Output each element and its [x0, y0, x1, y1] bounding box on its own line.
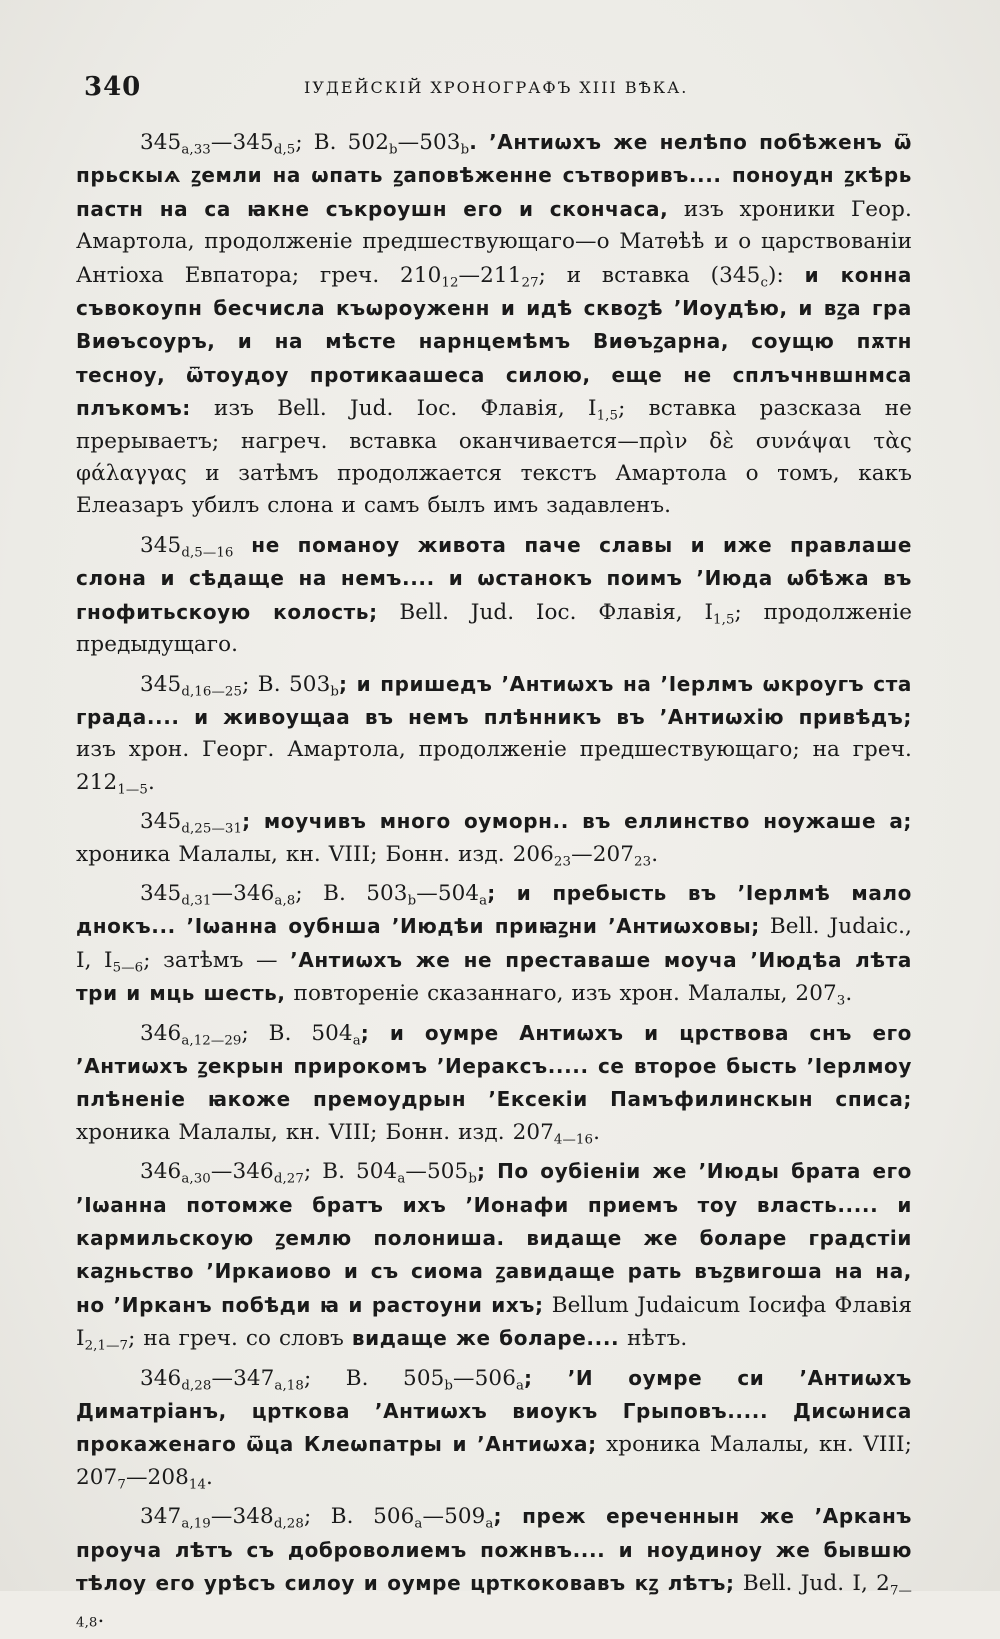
slavonic-quote: . ’Антиѡхъ же нелѣпо побѣженъ ѿ прьскыѧ ꙁемли на ѡпать ꙁаповѣженне сътворивъ.... поноудн ꙁкѣрь пастн на са ꙗкне съкроушн его и скончаса, — [76, 130, 912, 221]
slavonic-quote: и конна съвокоупн бесчисла къѡроуженн и идѣ сквоꙁѣ ’Иоудѣю, и вꙁа гра Виѳъсоуръ, и на мѣсте нарнцемѣмъ Виѳъꙁарна, соущю пѫтн тесноу, ѿтоудоу протикаашеса силою, еще не сплъчнвшнмса плъкомъ: — [76, 262, 912, 421]
slavonic-quote: видаще же боларе.... — [351, 1326, 620, 1351]
page-number: 340 — [84, 72, 142, 102]
paragraph-7: $346_{a,30}—346_{d,27}$; B. $504_a—505_b$; По оубіеніи же ’Июды брата его ’Іѡанна потомже братъ ихъ ’Ионафи приемъ тоу власть..... и кармильскоую ꙁемлю полониша. видаще же боларе градстіи каꙁньство ’Иркаиово и съ сиома ꙁавидаще рать въꙁвигоша на на, но ’Ирканъ побѣди ꙗ и растоуни ихъ; Bellum Judaicum Іосифа Флавія $I_{2,1—7}$; на греч. со словъ видаще же боларе.... нѣтъ. — [76, 1159, 912, 1354]
commentary: повтореніе сказаннаго, изъ хрон. Малалы, 207 — [285, 981, 837, 1007]
commentary: Bell. Jud. Іос. Флавія, I — [377, 599, 714, 625]
commentary: изъ Bell. Jud. Іос. Флавія, I — [190, 396, 597, 422]
paragraph-1: $345_{a,33}—345_{d,5}$; B. $502_b—503_b$. ’Антиѡхъ же нелѣпо побѣженъ ѿ прьскыѧ ꙁемли на ѡпать ꙁаповѣженне сътворивъ.... поноудн ꙁкѣрь пастн на са ꙗкне съкроушн его и скончаса, изъ хроники Геор. Амартола, продолженіе предшествующаго—о Матѳѣѣ и о царствованіи Антіоха Евпатора; греч. $210_{12}—211_{27}$; и вставка $(345_c)$: и конна съвокоупн бесчисла къѡроуженн и идѣ сквоꙁѣ ’Иоудѣю, и вꙁа гра Виѳъсоуръ, и на мѣсте нарнцемѣмъ Виѳъꙁарна, соущю пѫтн тесноу, ѿтоудоу протикаашеса силою, еще не сплъчнвшнмса плъкомъ: изъ Bell. Jud. Іос. Флавія, $I_{1,5}$; вставка разсказа не прерываетъ; нагреч. вставка оканчивается—πρὶν δὲ συνάψαι τὰς φάλαγγας и затѣмъ продолжается текстъ Амартола о томъ, какъ Елеазаръ убилъ слона и самъ былъ имъ задавленъ. — [76, 130, 912, 519]
commentary: хроника Малалы, кн. VIII; 207 — [76, 1432, 912, 1490]
commentary: Bell. Jud. I, 2 — [734, 1571, 890, 1597]
commentary: ; вставка разсказа не прерываетъ; нагреч. вставка оканчивается—πρὶν δὲ συνάψαι τὰς φάλαγγας и затѣмъ продолжается текстъ Амартола о томъ, какъ Елеазаръ убилъ слона и самъ былъ имъ задавленъ. — [76, 396, 912, 519]
slavonic-quote: ; и пребысть въ ’Іерлмѣ мало днокъ... ’Іѡанна оубнша ’Июдѣи приꙗꙁни ’Антиѡховы; — [76, 880, 912, 939]
slavonic-quote: ; моучивъ много оуморн.. въ еллинство ноужаше а; — [242, 809, 912, 834]
ref: $346_{a,12—29}$ — [140, 1020, 242, 1049]
slavonic-quote: ; и пришедъ ’Антиѡхъ на ’Іерлмъ ѡкроугъ ста града.... и живоущаа въ немъ плѣнникъ въ ’Антиѡхію привѣдъ; — [76, 671, 912, 729]
slavonic-quote: ; ’И оумре си ’Антиѡхъ Диматріанъ, црткова ’Антиѡхъ виоукъ Грыповъ..... Дисѡниса прокаженаго ѿца Клеѡпатры и ’Антиѡха; — [76, 1365, 912, 1457]
paragraph-8: $346_{d,28}—347_{a,18}$; B. $505_b—506_a$; ’И оумре си ’Антиѡхъ Диматріанъ, црткова ’Антиѡхъ виоукъ Грыповъ..... Дисѡниса прокаженаго ѿца Клеѡпатры и ’Антиѡха; хроника Малалы, кн. VIII; $207_7—208_{14}$. — [76, 1365, 912, 1493]
paragraph-6: $346_{a,12—29}$; B. $504_a$; и оумре Антиѡхъ и црствова снъ его ’Антиѡхъ ꙁекрын прирокомъ ’Иераксъ..... се второе бысть ’Іерлмоу плѣненіе ꙗкоже премоудрын ’Ексекіи Памъфилинскын списа; хроника Малалы, кн. VIII; Бонн. изд. $207_{4—16}$. — [76, 1020, 912, 1148]
ref: $346_{a,30}—346_{d,27}$ — [140, 1159, 304, 1187]
running-title: ІУДЕЙСКІЙ ХРОНОГРАФЪ XIII ВѢКА. — [304, 78, 689, 97]
b-ref: ; B. $505_b—506_a$ — [303, 1365, 525, 1394]
b-ref: ; B. $504_a—505_b$ — [303, 1159, 477, 1187]
commentary: нѣтъ. — [619, 1326, 688, 1352]
commentary: изъ хрон. Георг. Амартола, продолженіе предшествующаго; на греч. 212 — [76, 737, 912, 795]
b-ref: ; B. $503_b—504_a$ — [295, 880, 488, 909]
ref: $347_{a,19}—348_{d,28}$ — [140, 1504, 304, 1532]
commentary: изъ хроники Геор. Амартола, продолженіе предшествующаго—о Матѳѣѣ и о царствованіи Антіоха Евпатора; греч. 210 — [76, 196, 912, 288]
ref: $346_{d,28}—347_{a,18}$ — [140, 1365, 304, 1394]
ref: $345_{a,33}—345_{d,5}$ — [140, 130, 296, 158]
slavonic-quote: ’Антиѡхъ же не преставаше моуча ’Июдѣа лѣта три и мць шесть, — [76, 947, 912, 1006]
slavonic-quote: ; По оубіеніи же ’Июды брата его ’Іѡанна потомже братъ ихъ ’Ионафи приемъ тоу власть..... и кармильскоую ꙁемлю полониша. видаще же боларе градстіи каꙁньство ’Иркаиово и съ сиома ꙁавидаще рать въꙁвигоша на на, но ’Ирканъ побѣди ꙗ и растоуни ихъ; — [76, 1159, 912, 1317]
paragraph-4: $345_{d,25—31}$; моучивъ много оуморн.. въ еллинство ноужаше а; хроника Малалы, кн. VIII; Бонн. изд. $206_{23}—207_{23}$. — [76, 809, 912, 870]
page-header — [84, 72, 918, 112]
commentary: Bellum Judaicum Іосифа Флавія I — [76, 1292, 912, 1352]
ref: $345_{d,16—25}$ — [140, 671, 243, 700]
commentary: Bell. Judaic., I, I — [76, 914, 912, 973]
text-body — [76, 126, 912, 1639]
paragraph-3: $345_{d,16—25}$; B. $503_b$; и пришедъ ’Антиѡхъ на ’Іерлмъ ѡкроугъ ста града.... и живоущаа въ немъ плѣнникъ въ ’Антиѡхію привѣдъ; изъ хрон. Георг. Амартола, продолженіе предшествующаго; на греч. $212_{1—5}$. — [76, 671, 912, 798]
commentary: хроника Малалы, кн. VIII; Бонн. изд. 207 — [76, 1119, 554, 1145]
ref: $345_{d,5—16}$ — [140, 532, 234, 561]
b-ref: ; B. $502_b—503_b$ — [295, 130, 470, 158]
b-ref: ; B. $504_a$ — [241, 1020, 361, 1049]
paragraph-5: $345_{d,31}—346_{a,8}$; B. $503_b—504_a$; и пребысть въ ’Іерлмѣ мало днокъ... ’Іѡанна оубнша ’Июдѣи приꙗꙁни ’Антиѡховы; Bell. Judaic., I, $I_{5—6}$; затѣмъ — ’Антиѡхъ же не преставаше моуча ’Июдѣа лѣта три и мць шесть, повтореніе сказаннаго, изъ хрон. Малалы, $207_3$. — [76, 880, 912, 1009]
slavonic-quote: ; и оумре Антиѡхъ и црствова снъ его ’Антиѡхъ ꙁекрын прирокомъ ’Иераксъ..... се второе бысть ’Іерлмоу плѣненіе ꙗкоже премоудрын ’Ексекіи Памъфилинскын списа; — [76, 1020, 912, 1112]
slavonic-quote: ; преж ереченнын же ’Арканъ проуча лѣтъ съ доброволиемъ пожнвъ.... и ноудиноу же бывшю тѣлоу его урѣсъ силоу и оумре црткоковавъ кꙁ лѣтъ; — [76, 1504, 913, 1596]
ref: $345_{d,31}—346_{a,8}$ — [140, 880, 296, 909]
ref: $345_{d,25—31}$ — [140, 809, 243, 837]
b-ref: ; B. $506_a—509_a$ — [303, 1504, 494, 1532]
paragraph-9: $347_{a,19}—348_{d,28}$; B. $506_a—509_a$; преж ереченнын же ’Арканъ проуча лѣтъ съ доброволиемъ пожнвъ.... и ноудиноу же бывшю тѣлоу его урѣсъ силоу и оумре црткоковавъ кꙁ лѣтъ; Bell. Jud. I, $2_{7—4,8}$. — [76, 1504, 913, 1632]
b-ref: ; B. $503_b$ — [242, 671, 339, 700]
slavonic-quote: не поманоу живота паче славы и иже правлаше слона и сѣдаще на немъ.... и ѡстанокъ поимъ ’Июда ѡбѣжа въ гнофитьскоую колость; — [76, 532, 912, 624]
paragraph-2: $345_{d,5—16}$ не поманоу живота паче славы и иже правлаше слона и сѣдаще на немъ.... и ѡстанокъ поимъ ’Июда ѡбѣжа въ гнофитьскоую колость; Bell. Jud. Іос. Флавія, $I_{1,5}$; продолженіе предыдущаго. — [76, 532, 913, 658]
commentary: хроника Малалы, кн. VIII; Бонн. изд. 206 — [76, 841, 554, 867]
